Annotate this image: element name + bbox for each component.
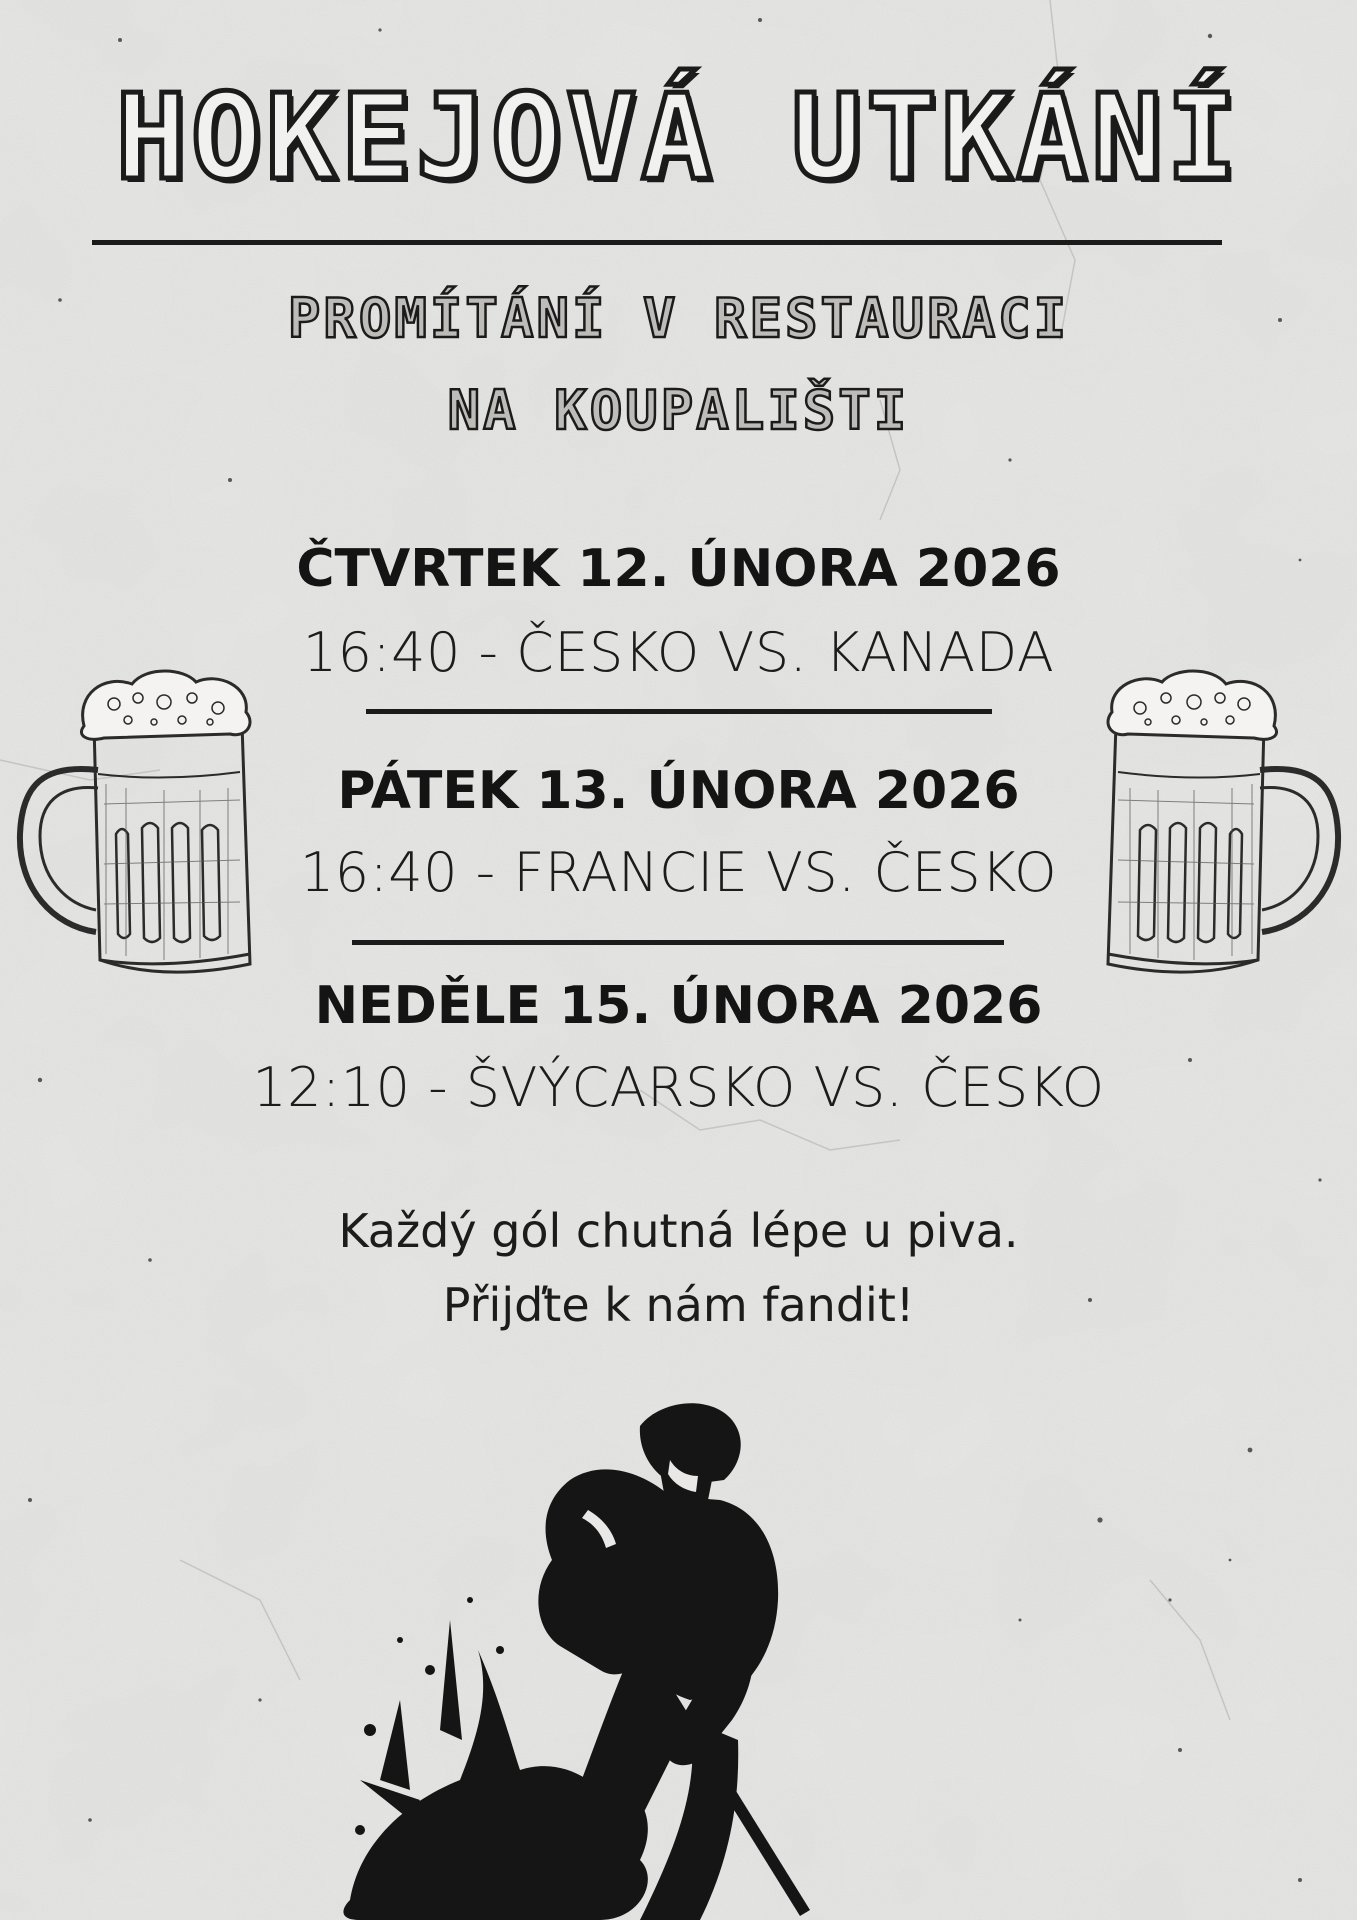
poster-title: HOKEJOVÁ UTKÁNÍ [115, 68, 1242, 206]
match-2-game: 16:40 - FRANCIE VS. ČESKO [299, 841, 1058, 904]
match-3-day: NEDĚLE 15. ÚNORA 2026 [314, 976, 1043, 1036]
beer-mug-left-icon [14, 664, 254, 994]
tagline-line-1: Každý gól chutná lépe u piva. [338, 1204, 1019, 1258]
beer-mug-right-icon [1104, 664, 1344, 994]
match-3-game: 12:10 - ŠVÝCARSKO VS. ČESKO [252, 1056, 1105, 1119]
subtitle-line-1: PROMÍTÁNÍ V RESTAURACI [287, 287, 1070, 350]
match-1-day: ČTVRTEK 12. ÚNORA 2026 [296, 539, 1061, 599]
hockey-player-silhouette-icon [340, 1400, 980, 1920]
match-1-game: 16:40 - ČESKO VS. KANADA [302, 621, 1055, 684]
match-divider-2 [352, 940, 1004, 945]
match-2-day: PÁTEK 13. ÚNORA 2026 [337, 761, 1020, 821]
subtitle-line-2: NA KOUPALIŠTI [447, 379, 910, 442]
tagline-line-2: Přijďte k nám fandit! [442, 1278, 915, 1332]
title-divider [92, 240, 1222, 245]
match-divider-1 [366, 709, 992, 714]
